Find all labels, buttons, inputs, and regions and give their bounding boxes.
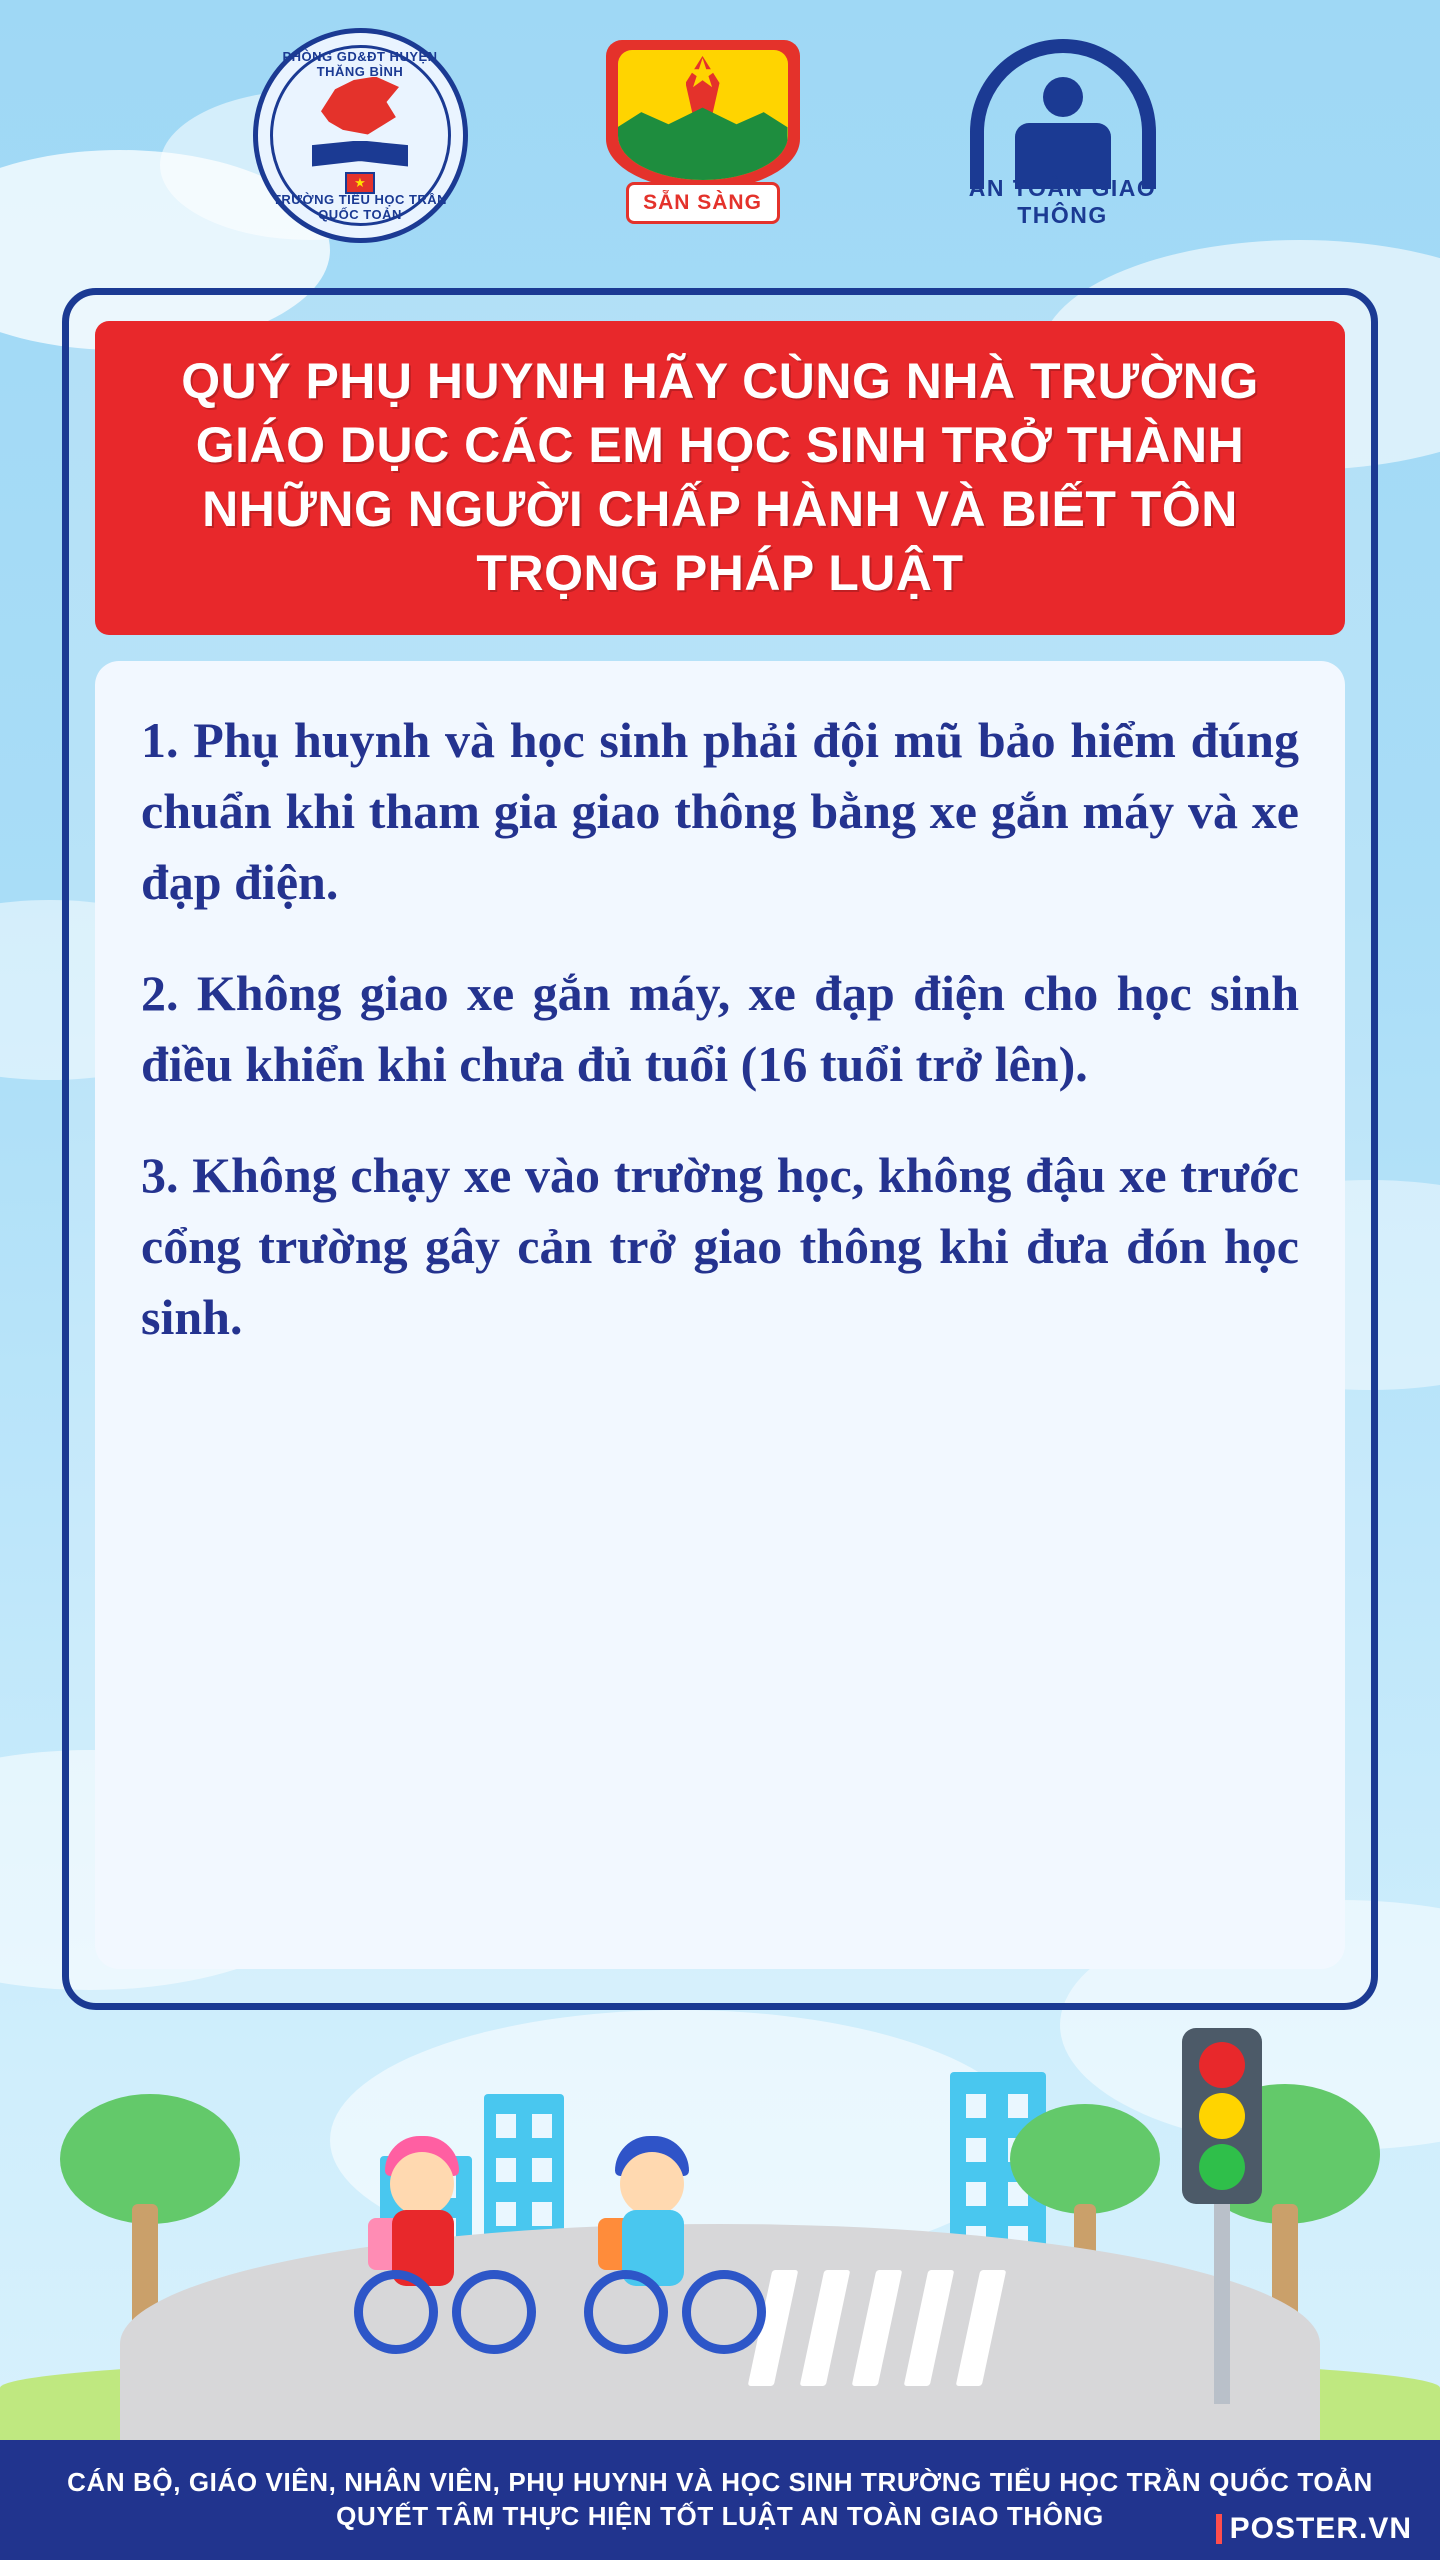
traffic-light-pole [1214, 2194, 1230, 2404]
star-icon: ★ [345, 172, 375, 194]
traffic-safety-logo [938, 35, 1188, 235]
bicycle-wheel [584, 2270, 668, 2354]
footer-line-2: QUYẾT TÂM THỰC HIỆN TỐT LUẬT AN TOÀN GIAO THÔNG [336, 2501, 1104, 2531]
school-seal-emblem [300, 75, 420, 195]
atgt-emblem [938, 35, 1188, 235]
traffic-light-red [1199, 2042, 1245, 2088]
logo-row [0, 20, 1440, 250]
traffic-light-green [1199, 2144, 1245, 2190]
phoenix-icon [321, 77, 399, 135]
star-icon: ★ [684, 52, 721, 96]
headline-text: QUÝ PHỤ HUYNH HÃY CÙNG NHÀ TRƯỜNG GIÁO DỤC CÁC EM HỌC SINH TRỞ THÀNH NHỮNG NGƯỜI CHẤP HÀNH VÀ BIẾT TÔN TRỌNG PHÁP LUẬT [181, 353, 1259, 601]
traffic-light-yellow [1199, 2093, 1245, 2139]
person-head-icon [1043, 77, 1083, 117]
school-seal [253, 28, 468, 243]
bamboo-icon [618, 105, 788, 180]
rule-item: 2. Không giao xe gắn máy, xe đạp điện cho học sinh điều khiển khi chưa đủ tuổi (16 tuổi trở lên). [141, 965, 1299, 1092]
boy-cyclist [598, 2118, 798, 2348]
watermark [1216, 2512, 1412, 2546]
rules-card [95, 661, 1345, 1969]
watermark-bar [1216, 2514, 1222, 2544]
tree-icon [1010, 2104, 1160, 2214]
atgt-label: AN TOÀN GIAO THÔNG [968, 175, 1157, 228]
youth-logo [588, 40, 818, 230]
san-sang-text: SẴN SÀNG [643, 191, 762, 214]
san-sang-emblem [588, 40, 818, 230]
headline-banner [95, 321, 1345, 635]
school-seal-top-text: PHÒNG GD&ĐT HUYỆN THĂNG BÌNH [282, 48, 438, 79]
content-frame [62, 288, 1378, 2010]
footer-bar [0, 2440, 1440, 2560]
street-scene-illustration [0, 2004, 1440, 2474]
face-icon [390, 2152, 454, 2216]
rule-item: 3. Không chạy xe vào trường học, không đậu xe trước cổng trường gây cản trở giao thông khi đưa đón học sinh. [141, 1147, 1299, 1345]
face-icon [620, 2152, 684, 2216]
watermark-text: POSTER.VN [1229, 2512, 1412, 2545]
open-book-icon [312, 141, 408, 167]
rule-item: 1. Phụ huynh và học sinh phải đội mũ bảo hiểm đúng chuẩn khi tham gia giao thông bằng xe gắn máy và xe đạp điện. [141, 712, 1299, 910]
school-seal-logo [253, 28, 468, 243]
bicycle-wheel [452, 2270, 536, 2354]
school-seal-bottom-text: TRƯỜNG TIỂU HỌC TRẦN QUỐC TOẢN [272, 191, 448, 222]
girl-cyclist [368, 2118, 568, 2348]
san-sang-ribbon [626, 182, 780, 224]
traffic-light-icon [1182, 2028, 1262, 2204]
bicycle-wheel [682, 2270, 766, 2354]
footer-line-1: CÁN BỘ, GIÁO VIÊN, NHÂN VIÊN, PHỤ HUYNH VÀ HỌC SINH TRƯỜNG TIỂU HỌC TRẦN QUỐC TOẢN [67, 2467, 1373, 2498]
bicycle-wheel [354, 2270, 438, 2354]
